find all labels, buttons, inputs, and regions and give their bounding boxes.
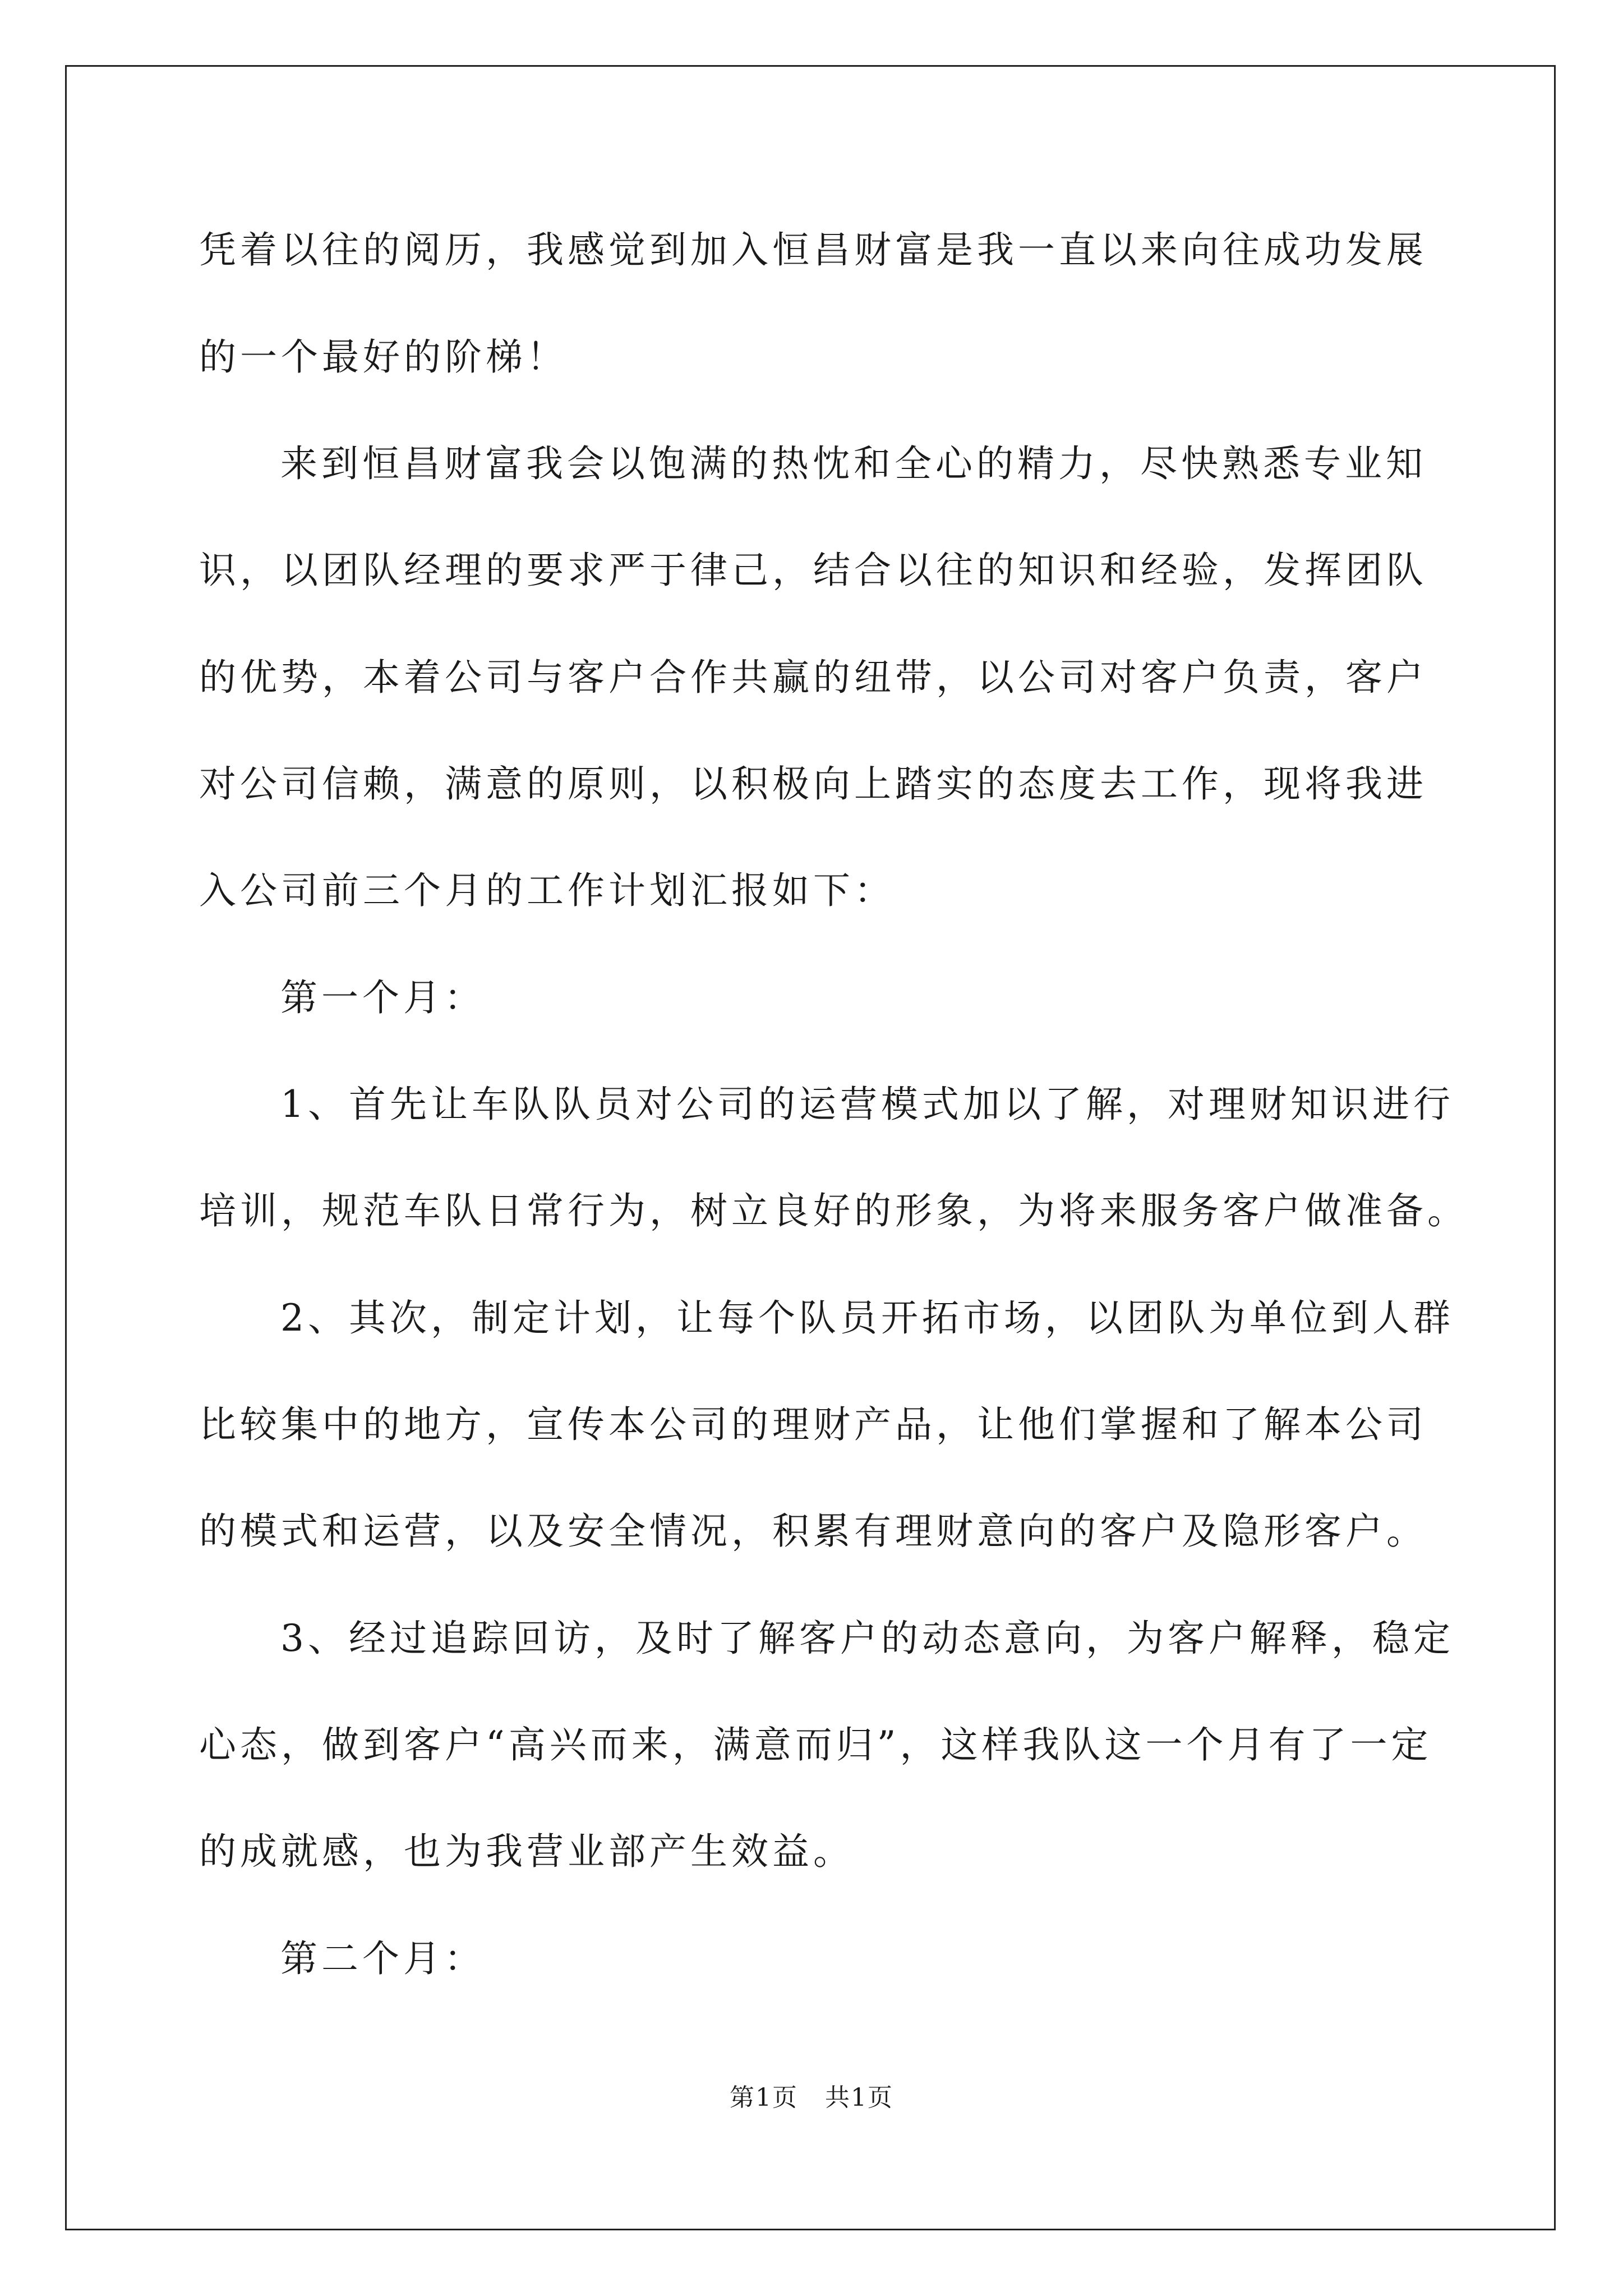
body-line: 培训，规范车队日常行为，树立良好的形象，为将来服务客户做准备。: [199, 1189, 1468, 1232]
paragraph-line: 来到恒昌财富我会以饱满的热忱和全心的精力，尽快熟悉专业知: [280, 442, 1427, 485]
page-footer: 第1页 共1页: [730, 2083, 893, 2112]
paragraph-line: 2、其次，制定计划，让每个队员开拓市场，以团队为单位到人群: [280, 1296, 1454, 1340]
paragraph-line: 1、首先让车队队员对公司的运营模式加以了解，对理财知识进行: [280, 1083, 1454, 1126]
body-line: 入公司前三个月的工作计划汇报如下：: [199, 869, 895, 912]
page-frame: [65, 65, 1556, 2230]
section-heading: 第一个月：: [280, 976, 485, 1019]
body-line: 对公司信赖，满意的原则，以积极向上踏实的态度去工作，现将我进: [199, 762, 1427, 806]
body-line: 凭着以往的阅历，我感觉到加入恒昌财富是我一直以来向往成功发展: [199, 228, 1427, 272]
body-line: 心态，做到客户“高兴而来，满意而归”，这样我队这一个月有了一定: [199, 1723, 1432, 1766]
body-line: 比较集中的地方，宣传本公司的理财产品，让他们掌握和了解本公司: [199, 1403, 1427, 1446]
body-line: 的成就感，也为我营业部产生效益。: [199, 1830, 854, 1873]
body-line: 的模式和运营，以及安全情况，积累有理财意向的客户及隐形客户。: [199, 1510, 1427, 1553]
body-line: 的一个最好的阶梯！: [199, 335, 568, 379]
body-line: 的优势，本着公司与客户合作共赢的纽带，以公司对客户负责，客户: [199, 656, 1427, 699]
body-line: 识，以团队经理的要求严于律己，结合以往的知识和经验，发挥团队: [199, 549, 1427, 592]
paragraph-line: 3、经过追踪回访，及时了解客户的动态意向，为客户解释，稳定: [280, 1617, 1454, 1660]
section-heading: 第二个月：: [280, 1937, 485, 1980]
